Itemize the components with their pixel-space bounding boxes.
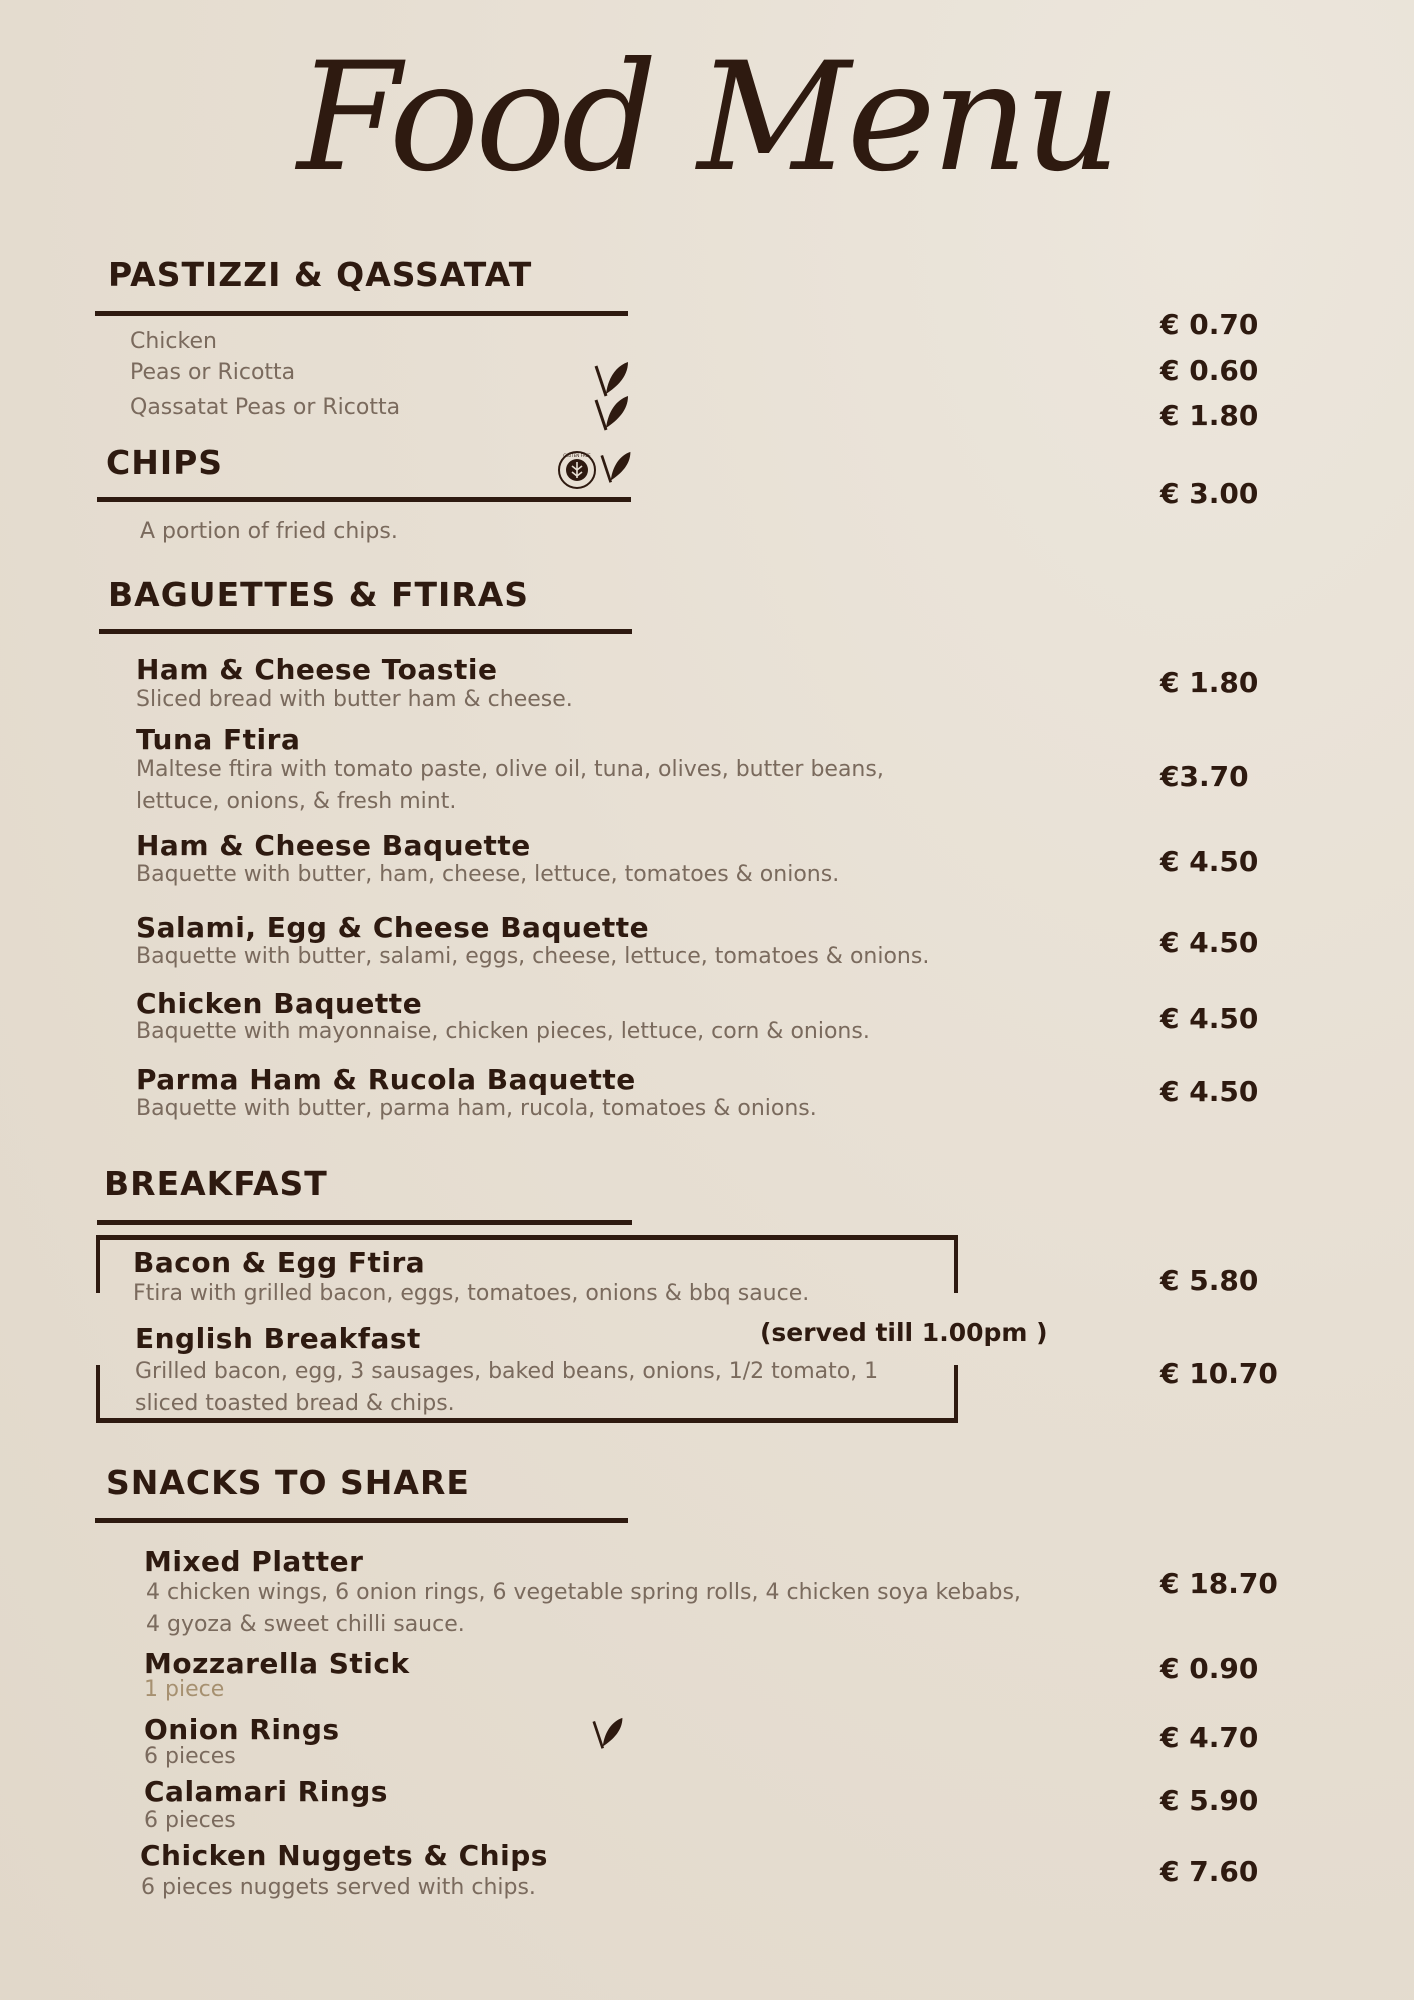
leaf-icon: [594, 394, 632, 434]
menu-item-price: € 4.50: [1160, 926, 1259, 959]
served-till-note: (served till 1.00pm ): [760, 1318, 1048, 1347]
breakfast-box-right-top: [954, 1235, 958, 1293]
menu-item-name: Parma Ham & Rucola Baquette: [136, 1063, 636, 1096]
section-rule: [97, 497, 631, 502]
breakfast-box-top: [96, 1235, 958, 1240]
menu-item-name: Mozzarella Stick: [144, 1647, 410, 1680]
menu-item-description: Baquette with butter, parma ham, rucola, tomatoes & onions.: [136, 1096, 817, 1121]
menu-item-name: Mixed Platter: [144, 1545, 364, 1578]
menu-item-price: € 5.80: [1160, 1264, 1259, 1297]
menu-item-name: Tuna Ftira: [136, 723, 301, 756]
leaf-icon: [592, 1716, 626, 1752]
menu-item-name: Bacon & Egg Ftira: [133, 1246, 426, 1279]
menu-item-name: Qassatat Peas or Ricotta: [130, 395, 401, 420]
section-rule: [97, 1220, 632, 1225]
menu-item-name: Chicken Baquette: [136, 987, 423, 1020]
menu-item-price: € 0.70: [1160, 308, 1259, 341]
section-rule: [99, 629, 632, 634]
menu-item-price: € 3.00: [1160, 477, 1259, 510]
menu-item-name: Peas or Ricotta: [130, 360, 296, 385]
menu-item-description: Baquette with butter, ham, cheese, lettuce, tomatoes & onions.: [136, 862, 840, 887]
svg-text:GLUTEN FREE: GLUTEN FREE: [563, 453, 591, 458]
section-heading-baguettes: BAGUETTES & FTIRAS: [108, 575, 530, 614]
menu-item-description: 6 pieces: [144, 1744, 236, 1769]
menu-item-name: English Breakfast: [135, 1322, 421, 1355]
menu-item-price: € 1.80: [1160, 399, 1259, 432]
menu-item-price: € 4.50: [1160, 1002, 1259, 1035]
leaf-icon: [600, 450, 634, 486]
menu-item-description: Ftira with grilled bacon, eggs, tomatoes, onions & bbq sauce.: [133, 1281, 810, 1306]
menu-item-price: € 10.70: [1160, 1357, 1278, 1390]
menu-item-name: Ham & Cheese Baquette: [136, 829, 531, 862]
section-heading-chips: CHIPS: [106, 443, 224, 482]
menu-item-description: 1 piece: [144, 1677, 225, 1702]
menu-item-description: Baquette with mayonnaise, chicken pieces, lettuce, corn & onions.: [136, 1019, 870, 1044]
menu-item-price: € 7.60: [1160, 1855, 1259, 1888]
menu-item-description: 6 pieces: [144, 1808, 236, 1833]
menu-item-price: € 18.70: [1160, 1567, 1278, 1600]
menu-item-price: € 0.60: [1160, 354, 1259, 387]
menu-item-name: Salami, Egg & Cheese Baquette: [136, 911, 650, 944]
menu-item-name: Calamari Rings: [144, 1775, 388, 1808]
menu-item-description: Sliced bread with butter ham & cheese.: [136, 687, 573, 712]
breakfast-box-left-bottom: [96, 1365, 100, 1422]
menu-title: Food Menu: [297, 31, 1117, 205]
menu-item-description: A portion of fried chips.: [140, 519, 398, 544]
section-heading-pastizzi: PASTIZZI & QASSATAT: [108, 255, 533, 294]
menu-item-price: € 0.90: [1160, 1652, 1259, 1685]
breakfast-box-left-top: [96, 1235, 100, 1293]
menu-item-description: 6 pieces nuggets served with chips.: [141, 1875, 536, 1900]
menu-item-price: € 4.70: [1160, 1721, 1259, 1754]
section-heading-breakfast: BREAKFAST: [104, 1164, 328, 1203]
menu-item-name: Chicken Nuggets & Chips: [140, 1839, 548, 1872]
menu-item-price: €3.70: [1160, 760, 1249, 793]
menu-item-price: € 1.80: [1160, 666, 1259, 699]
menu-item-description: Baquette with butter, salami, eggs, cheese, lettuce, tomatoes & onions.: [136, 944, 930, 969]
menu-item-price: € 5.90: [1160, 1784, 1259, 1817]
menu-item-name: Chicken: [130, 329, 217, 354]
breakfast-box-right-bottom: [954, 1365, 958, 1422]
section-rule: [95, 311, 628, 316]
menu-item-price: € 4.50: [1160, 845, 1259, 878]
section-heading-snacks: SNACKS TO SHARE: [106, 1463, 470, 1502]
menu-item-description: Grilled bacon, egg, 3 sausages, baked beans, onions, 1/2 tomato, 1 sliced toasted bread & chips.: [135, 1359, 879, 1416]
menu-item-description: Maltese ftira with tomato paste, olive oil, tuna, olives, butter beans, lettuce, onions, & fresh mint.: [136, 757, 884, 814]
gluten-free-badge-icon: [557, 450, 597, 490]
menu-item-price: € 4.50: [1160, 1075, 1259, 1108]
menu-item-name: Onion Rings: [144, 1713, 340, 1746]
menu-item-description: 4 chicken wings, 6 onion rings, 6 vegetable spring rolls, 4 chicken soya kebabs, 4 gyoza & sweet chilli sauce.: [146, 1580, 1021, 1637]
section-rule: [95, 1518, 628, 1523]
menu-item-name: Ham & Cheese Toastie: [136, 653, 498, 686]
